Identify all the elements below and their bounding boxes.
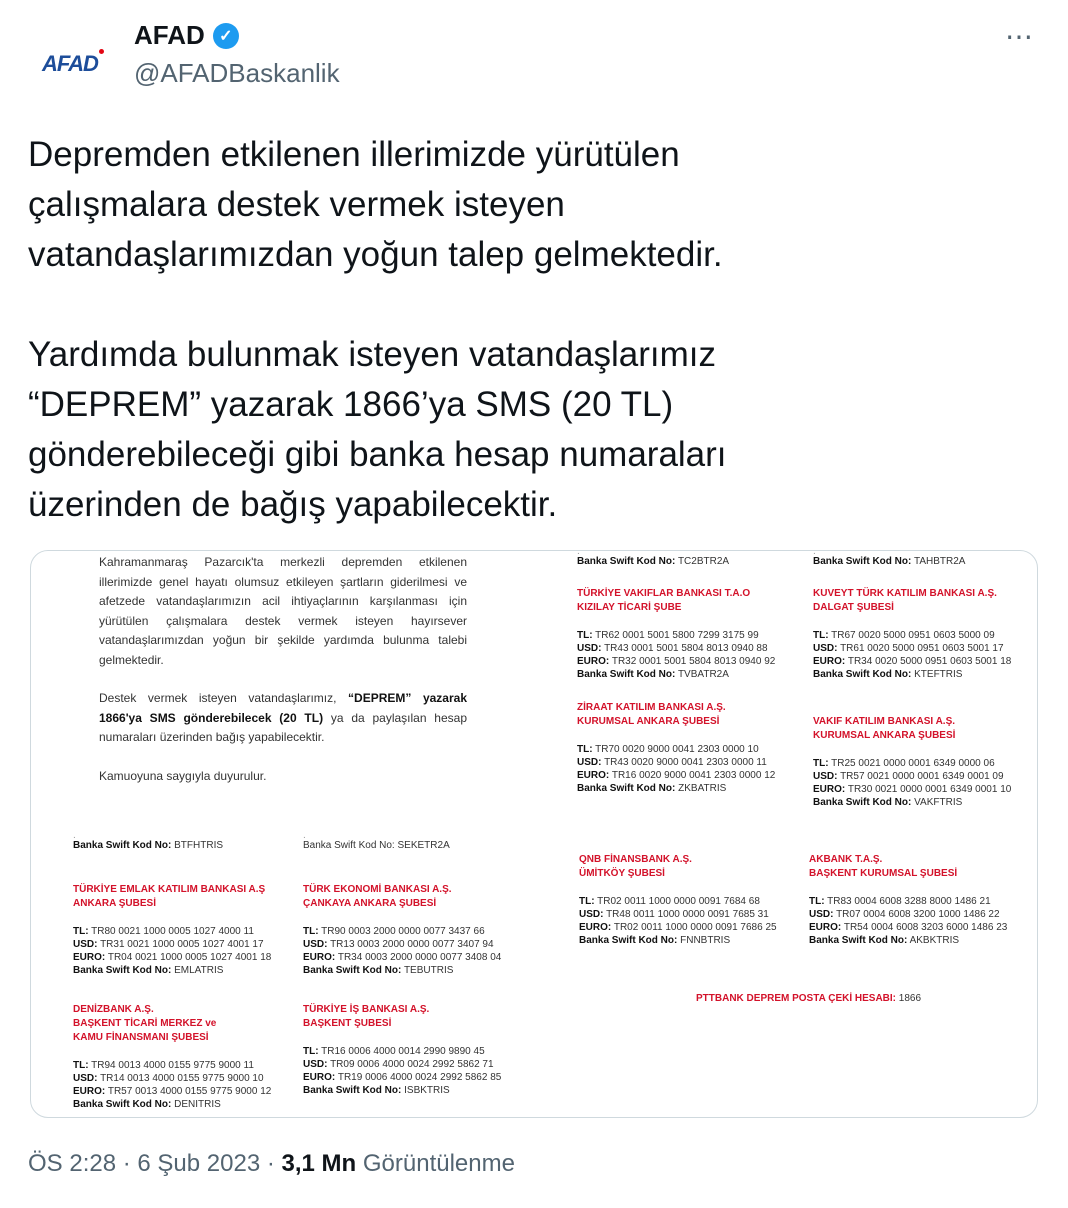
account-euro-row: [73, 1085, 303, 1098]
account-usd-row: [577, 756, 807, 769]
bank-name: AKBANK T.A.Ş. BAŞKENT KURUMSAL ŞUBESİ: [809, 854, 958, 879]
tl-label: TL:: [579, 896, 595, 907]
usd-value: TR48 0011 1000 0000 0091 7685 31: [606, 909, 769, 920]
swift-label: Banka Swift Kod No:: [577, 556, 676, 567]
bank-name: DENİZBANK A.Ş. BAŞKENT TİCARİ MERKEZ ve KAMU FİNANSMANI ŞUBESİ: [73, 1004, 217, 1043]
ptt-label: PTTBANK DEPREM POSTA ÇEKİ HESABI:: [696, 993, 897, 1004]
tl-label: TL:: [73, 926, 89, 937]
account-swift-row: [813, 668, 1043, 681]
euro-label: EURO:: [813, 784, 846, 795]
usd-label: USD:: [303, 939, 328, 950]
account-tl-row: [577, 629, 807, 642]
swift-label: Banka Swift Kod No:: [813, 556, 912, 567]
tl-label: TL:: [813, 758, 829, 769]
swift-value: ISBKTRIS: [404, 1085, 450, 1096]
euro-label: EURO:: [579, 922, 612, 933]
account-swift-row: [577, 782, 807, 795]
account-usd-row: [73, 938, 303, 951]
tl-value: TR94 0013 4000 0155 9775 9000 11: [91, 1060, 254, 1071]
account-euro-row: [813, 655, 1043, 668]
account-euro-row: [813, 783, 1043, 796]
swift-value: FNNBTRIS: [680, 935, 731, 946]
euro-value: TR34 0020 5000 0951 0603 5001 18: [847, 656, 1012, 667]
euro-label: EURO:: [73, 952, 106, 963]
swift-label: Banka Swift Kod No:: [577, 669, 676, 680]
text-span: ya da paylaşılan hesap numaraları üzerinden bağış yapabilecektir.: [99, 710, 467, 744]
usd-label: USD:: [73, 1073, 98, 1084]
account-usd-row: [303, 1058, 533, 1071]
usd-label: USD:: [73, 939, 98, 950]
tl-label: TL:: [303, 1046, 319, 1057]
bank-name: ZİRAAT KATILIM BANKASI A.Ş. KURUMSAL ANKARA ŞUBESİ: [577, 702, 726, 727]
account-tl-row: [577, 743, 807, 756]
tl-value: TR90 0003 2000 0000 0077 3437 66: [321, 926, 485, 937]
swift-label: Banka Swift Kod No:: [303, 1085, 402, 1096]
euro-label: EURO:: [577, 770, 610, 781]
usd-value: TR57 0021 0000 0001 6349 0001 09: [840, 771, 1004, 782]
views-label: Görüntülenme: [362, 1150, 515, 1177]
bank-account-block: [577, 587, 807, 681]
swift-value: BTFHTRIS: [174, 840, 224, 851]
euro-value: TR16 0020 9000 0041 2303 0000 12: [611, 770, 776, 781]
tl-value: TR16 0006 4000 0014 2990 9890 45: [321, 1046, 485, 1057]
account-swift-row: [813, 796, 1043, 809]
tweet-date[interactable]: 6 Şub 2023: [137, 1150, 261, 1177]
tweet-time[interactable]: ÖS 2:28: [28, 1150, 117, 1177]
bank-account-block: [813, 587, 1043, 681]
account-usd-row: [809, 908, 1039, 921]
tl-value: TR67 0020 5000 0951 0603 5000 09: [831, 630, 995, 641]
account-usd-row: [73, 1072, 303, 1085]
author-name[interactable]: AFAD: [134, 20, 205, 50]
euro-label: EURO:: [73, 1086, 106, 1097]
account-swift-row: [303, 964, 533, 977]
account-tl-row: [813, 757, 1043, 770]
author-name-row[interactable]: [134, 20, 239, 51]
account-swift-row: [73, 964, 303, 977]
account-swift-row: [303, 1084, 533, 1097]
bank-account-block: [303, 1003, 533, 1097]
account-tl-row: [809, 895, 1039, 908]
account-tl-row: [813, 629, 1043, 642]
bank-name: TÜRKİYE VAKIFLAR BANKASI T.A.O KIZILAY TİCARİ ŞUBE: [577, 588, 751, 613]
bank-name: VAKIF KATILIM BANKASI A.Ş. KURUMSAL ANKARA ŞUBESİ: [813, 716, 956, 741]
ptt-account: [696, 993, 921, 1004]
account-euro-row: [809, 921, 1039, 934]
account-tl-row: [303, 1045, 533, 1058]
announcement-closing: Kamuoyuna saygıyla duyurulur.: [99, 768, 267, 783]
afad-logo: AFAD: [42, 51, 98, 76]
account-tl-row: [73, 925, 303, 938]
account-swift-row: [73, 1098, 303, 1111]
usd-label: USD:: [809, 909, 834, 920]
swift-value: DENITRIS: [174, 1099, 221, 1110]
bank-account-block: [73, 883, 303, 977]
usd-value: TR61 0020 5000 0951 0603 5001 17: [840, 643, 1004, 654]
swift-value: TC2BTR2A: [677, 556, 730, 567]
announcement-text: [99, 553, 467, 805]
bank-name: TÜRKİYE İŞ BANKASI A.Ş. BAŞKENT ŞUBESİ: [303, 1004, 430, 1029]
tl-value: TR70 0020 9000 0041 2303 0000 10: [595, 744, 759, 755]
account-euro-row: [577, 655, 807, 668]
euro-value: TR02 0011 1000 0000 0091 7686 25: [613, 922, 777, 933]
swift-label: Banka Swift Kod No:: [303, 965, 402, 976]
account-usd-row: [813, 770, 1043, 783]
account-tl-row: [303, 925, 533, 938]
euro-value: TR19 0006 4000 0024 2992 5862 85: [337, 1072, 502, 1083]
euro-label: EURO:: [809, 922, 842, 933]
account-swift-row: [809, 934, 1039, 947]
usd-value: TR14 0013 4000 0155 9775 9000 10: [100, 1073, 264, 1084]
swift-value: AKBKTRIS: [909, 935, 960, 946]
tl-value: TR83 0004 6008 3288 8000 1486 21: [827, 896, 991, 907]
usd-value: TR31 0021 1000 0005 1027 4001 17: [100, 939, 264, 950]
euro-value: TR04 0021 1000 0005 1027 4001 18: [107, 952, 272, 963]
bank-account-block: [813, 715, 1043, 809]
account-usd-row: [813, 642, 1043, 655]
euro-value: TR30 0021 0000 0001 6349 0001 10: [847, 784, 1012, 795]
announcement-paragraph: [99, 689, 467, 748]
tl-label: TL:: [303, 926, 319, 937]
tweet-meta: ÖS 2:28 · 6 Şub 2023 · 3,1 Mn Görüntülenme: [28, 1150, 515, 1177]
author-handle[interactable]: @AFADBaskanlik: [134, 58, 340, 88]
swift-value: TAHBTR2A: [913, 556, 966, 567]
swift-value: TVBATR2A: [677, 669, 729, 680]
verified-badge-icon: ✓: [213, 23, 239, 49]
swift-label: Banka Swift Kod No:: [577, 783, 676, 794]
swift-label: Banka Swift Kod No:: [813, 669, 912, 680]
usd-label: USD:: [577, 643, 602, 654]
tl-label: TL:: [577, 744, 593, 755]
swift-value: VAKFTRIS: [914, 797, 963, 808]
swift-value: EMLATRIS: [174, 965, 224, 976]
tl-label: TL:: [577, 630, 593, 641]
usd-value: TR09 0006 4000 0024 2992 5862 71: [330, 1059, 494, 1070]
usd-value: TR43 0020 9000 0041 2303 0000 11: [604, 757, 767, 768]
partial-swift: . Banka Swift Kod No: TC2BTR2A: [577, 546, 730, 567]
ptt-value: 1866: [898, 993, 922, 1004]
euro-value: TR34 0003 2000 0000 0077 3408 04: [337, 952, 502, 963]
euro-value: TR32 0001 5001 5804 8013 0940 92: [611, 656, 776, 667]
usd-value: TR07 0004 6008 3200 1000 1486 22: [836, 909, 1000, 920]
account-swift-row: [577, 668, 807, 681]
partial-swift: . Banka Swift Kod No: SEKETR2A: [303, 830, 450, 851]
tweet-image[interactable]: [30, 546, 1038, 1118]
avatar[interactable]: [28, 22, 112, 106]
swift-value: ZKBATRIS: [678, 783, 727, 794]
swift-label: Banka Swift Kod No:: [303, 840, 395, 851]
usd-value: TR43 0001 5001 5804 8013 0940 88: [604, 643, 768, 654]
euro-label: EURO:: [813, 656, 846, 667]
bank-account-block: [303, 883, 533, 977]
account-euro-row: [303, 951, 533, 964]
swift-label: Banka Swift Kod No:: [73, 840, 172, 851]
account-euro-row: [73, 951, 303, 964]
views-count: 3,1 Mn: [281, 1150, 357, 1177]
announcement-paragraph: Kahramanmaraş Pazarcık'ta merkezli depremden etkilenen illerimizde genel hayatı olumsuz etkileyen şartların giderilmesi ve afetzede vatandaşlarımızın acil ihtiyaçlarının karşılanması için yürütülen çalışmalara destek vermek isteyen hayırsever vatandaşlarımızdan yoğun bir şekilde yardımda bulunma talebi gelmektedir.: [99, 555, 467, 667]
swift-label: Banka Swift Kod No:: [73, 965, 172, 976]
text-bold: “DEPREM” yazarak 1866'ya SMS gönderebilecek (20 TL): [99, 691, 467, 725]
usd-label: USD:: [813, 771, 838, 782]
account-usd-row: [303, 938, 533, 951]
tl-label: TL:: [73, 1060, 89, 1071]
tl-label: TL:: [809, 896, 825, 907]
swift-label: Banka Swift Kod No:: [813, 797, 912, 808]
bank-name: TÜRKİYE EMLAK KATILIM BANKASI A.Ş ANKARA ŞUBESİ: [73, 884, 266, 909]
tl-value: TR62 0001 5001 5800 7299 3175 99: [595, 630, 759, 641]
euro-value: TR54 0004 6008 3203 6000 1486 23: [843, 922, 1008, 933]
account-swift-row: [579, 934, 809, 947]
usd-label: USD:: [579, 909, 604, 920]
tweet-text: Depremden etkilenen illerimizde yürütülen çalışmalara destek vermek isteyen vatandaşlarımızdan yoğun talep gelmektedir. Yardımda bulunmak isteyen vatandaşlarımız “DEPREM” yazarak 1866’ya SMS (20 TL) gönderebileceği gibi banka hesap numaraları üzerinden de bağış yapabilecektir.: [28, 135, 727, 524]
swift-label: Banka Swift Kod No:: [73, 1099, 172, 1110]
tl-value: TR25 0021 0000 0001 6349 0000 06: [831, 758, 995, 769]
tl-label: TL:: [813, 630, 829, 641]
usd-label: USD:: [577, 757, 602, 768]
bank-account-block: [579, 853, 809, 947]
account-usd-row: [577, 642, 807, 655]
partial-swift: . Banka Swift Kod No: TAHBTR2A: [813, 546, 966, 567]
text-span: Destek vermek isteyen vatandaşlarımız,: [99, 691, 349, 705]
swift-value: SEKETR2A: [397, 840, 450, 851]
bank-name: TÜRK EKONOMİ BANKASI A.Ş. ÇANKAYA ANKARA ŞUBESİ: [303, 884, 452, 909]
usd-value: TR13 0003 2000 0000 0077 3407 94: [330, 939, 494, 950]
euro-value: TR57 0013 4000 0155 9775 9000 12: [107, 1086, 272, 1097]
swift-label: Banka Swift Kod No:: [809, 935, 908, 946]
bank-name: KUVEYT TÜRK KATILIM BANKASI A.Ş. DALGAT ŞUBESİ: [813, 588, 997, 613]
account-euro-row: [577, 769, 807, 782]
swift-value: KTEFTRIS: [914, 669, 963, 680]
bank-account-block: [809, 853, 1039, 947]
tl-value: TR02 0011 1000 0000 0091 7684 68: [597, 896, 760, 907]
usd-label: USD:: [303, 1059, 328, 1070]
account-euro-row: [303, 1071, 533, 1084]
account-euro-row: [579, 921, 809, 934]
bank-account-block: [577, 701, 807, 795]
account-tl-row: [579, 895, 809, 908]
tl-value: TR80 0021 1000 0005 1027 4000 11: [91, 926, 254, 937]
euro-label: EURO:: [303, 1072, 336, 1083]
partial-swift: . Banka Swift Kod No: BTFHTRIS: [73, 830, 224, 851]
account-usd-row: [579, 908, 809, 921]
swift-value: TEBUTRIS: [403, 965, 454, 976]
account-tl-row: [73, 1059, 303, 1072]
usd-label: USD:: [813, 643, 838, 654]
euro-label: EURO:: [303, 952, 336, 963]
swift-label: Banka Swift Kod No:: [579, 935, 678, 946]
euro-label: EURO:: [577, 656, 610, 667]
bank-account-block: [73, 1003, 303, 1111]
bank-name: QNB FİNANSBANK A.Ş. ÜMİTKÖY ŞUBESİ: [579, 854, 692, 879]
more-options-icon[interactable]: ⋯: [1005, 21, 1034, 52]
